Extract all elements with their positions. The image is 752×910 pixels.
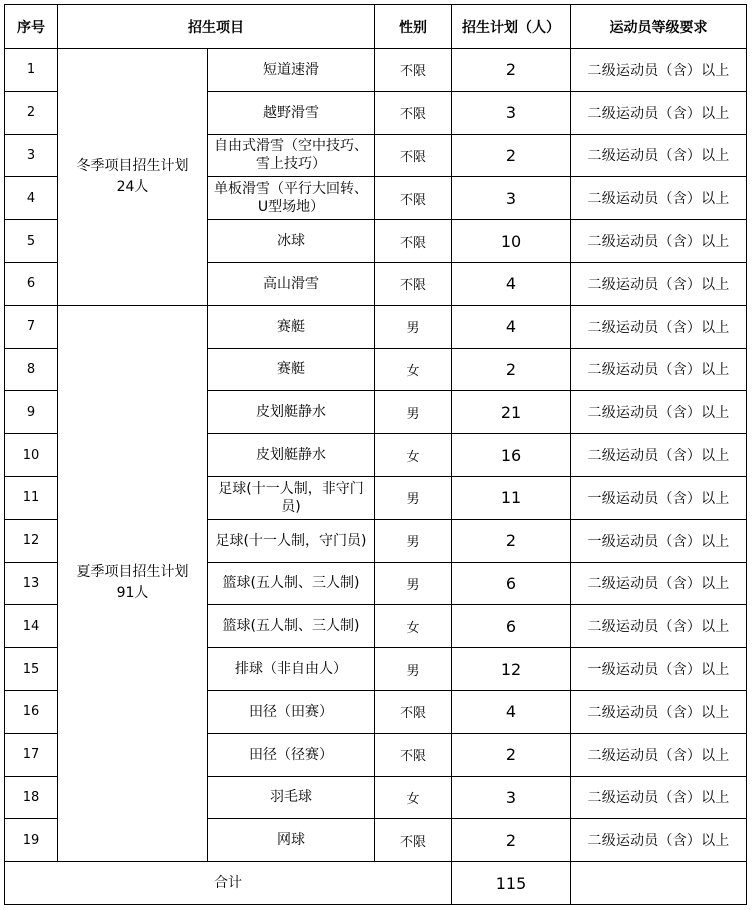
row-level: 二级运动员（含）以上 [571, 776, 747, 819]
row-project: 田径（田赛） [208, 690, 375, 733]
row-project: 单板滑雪（平行大回转、U型场地） [208, 177, 375, 220]
total-row [5, 862, 747, 905]
row-project: 皮划艇静水 [208, 391, 375, 434]
group-winter [58, 49, 208, 306]
row-gender: 不限 [375, 262, 452, 305]
row-gender: 女 [375, 605, 452, 648]
row-plan: 2 [452, 49, 571, 92]
row-project: 越野滑雪 [208, 91, 375, 134]
header-project: 招生项目 [58, 5, 375, 49]
row-level: 二级运动员（含）以上 [571, 434, 747, 477]
row-project: 排球（非自由人） [208, 648, 375, 691]
row-seq: 8 [5, 348, 58, 391]
row-project: 高山滑雪 [208, 262, 375, 305]
row-level: 二级运动员（含）以上 [571, 220, 747, 263]
row-project: 网球 [208, 819, 375, 862]
row-project: 自由式滑雪（空中技巧、雪上技巧） [208, 134, 375, 177]
row-plan: 2 [452, 134, 571, 177]
row-seq: 14 [5, 605, 58, 648]
row-gender: 女 [375, 776, 452, 819]
row-plan: 6 [452, 562, 571, 605]
row-level: 一级运动员（含）以上 [571, 476, 747, 519]
row-gender: 男 [375, 648, 452, 691]
row-plan: 3 [452, 177, 571, 220]
total-level-empty [571, 862, 747, 905]
header-row [5, 5, 747, 49]
row-gender: 男 [375, 519, 452, 562]
row-plan: 16 [452, 434, 571, 477]
row-seq: 9 [5, 391, 58, 434]
total-value: 115 [452, 862, 571, 905]
row-level: 二级运动员（含）以上 [571, 262, 747, 305]
row-plan: 6 [452, 605, 571, 648]
row-seq: 10 [5, 434, 58, 477]
row-plan: 10 [452, 220, 571, 263]
row-project: 田径（径赛） [208, 733, 375, 776]
row-seq: 5 [5, 220, 58, 263]
row-level: 二级运动员（含）以上 [571, 605, 747, 648]
row-gender: 不限 [375, 177, 452, 220]
row-seq: 19 [5, 819, 58, 862]
row-seq: 13 [5, 562, 58, 605]
row-seq: 16 [5, 690, 58, 733]
row-gender: 女 [375, 348, 452, 391]
row-project: 冰球 [208, 220, 375, 263]
row-project: 赛艇 [208, 348, 375, 391]
row-gender: 不限 [375, 733, 452, 776]
row-seq: 3 [5, 134, 58, 177]
group-count: 91人 [116, 585, 149, 602]
row-gender: 男 [375, 562, 452, 605]
row-gender: 不限 [375, 49, 452, 92]
row-plan: 3 [452, 776, 571, 819]
header-level: 运动员等级要求 [571, 5, 747, 49]
row-plan: 2 [452, 733, 571, 776]
row-plan: 4 [452, 305, 571, 348]
row-plan: 12 [452, 648, 571, 691]
row-plan: 2 [452, 819, 571, 862]
row-project: 羽毛球 [208, 776, 375, 819]
row-plan: 3 [452, 91, 571, 134]
row-plan: 11 [452, 476, 571, 519]
row-level: 一级运动员（含）以上 [571, 648, 747, 691]
header-seq: 序号 [5, 5, 58, 49]
row-seq: 15 [5, 648, 58, 691]
row-level: 二级运动员（含）以上 [571, 49, 747, 92]
total-label: 合计 [5, 862, 452, 905]
row-seq: 18 [5, 776, 58, 819]
row-project: 足球(十一人制，守门员) [208, 519, 375, 562]
row-level: 一级运动员（含）以上 [571, 519, 747, 562]
row-level: 二级运动员（含）以上 [571, 134, 747, 177]
row-plan: 4 [452, 262, 571, 305]
header-gender: 性别 [375, 5, 452, 49]
row-level: 二级运动员（含）以上 [571, 562, 747, 605]
enrollment-plan-table [4, 4, 747, 905]
row-level: 二级运动员（含）以上 [571, 91, 747, 134]
table-row [5, 305, 747, 348]
table-body [5, 49, 747, 862]
row-seq: 17 [5, 733, 58, 776]
row-gender: 不限 [375, 819, 452, 862]
row-plan: 2 [452, 348, 571, 391]
row-gender: 男 [375, 305, 452, 348]
row-seq: 2 [5, 91, 58, 134]
row-gender: 不限 [375, 220, 452, 263]
row-plan: 4 [452, 690, 571, 733]
row-seq: 1 [5, 49, 58, 92]
row-project: 足球(十一人制，非守门员) [208, 476, 375, 519]
row-plan: 2 [452, 519, 571, 562]
row-level: 二级运动员（含）以上 [571, 733, 747, 776]
row-plan: 21 [452, 391, 571, 434]
row-seq: 7 [5, 305, 58, 348]
table-row [5, 49, 747, 92]
group-title: 夏季项目招生计划 [76, 564, 189, 581]
group-title: 冬季项目招生计划 [76, 157, 189, 174]
row-gender: 男 [375, 476, 452, 519]
group-count: 24人 [116, 178, 149, 195]
row-seq: 12 [5, 519, 58, 562]
row-level: 二级运动员（含）以上 [571, 690, 747, 733]
row-gender: 男 [375, 391, 452, 434]
row-seq: 6 [5, 262, 58, 305]
row-gender: 不限 [375, 690, 452, 733]
row-level: 二级运动员（含）以上 [571, 348, 747, 391]
header-plan: 招生计划（人） [452, 5, 571, 49]
row-project: 赛艇 [208, 305, 375, 348]
row-project: 篮球(五人制、三人制) [208, 562, 375, 605]
row-project: 皮划艇静水 [208, 434, 375, 477]
row-gender: 不限 [375, 134, 452, 177]
row-level: 二级运动员（含）以上 [571, 177, 747, 220]
row-gender: 女 [375, 434, 452, 477]
row-project: 篮球(五人制、三人制) [208, 605, 375, 648]
row-gender: 不限 [375, 91, 452, 134]
row-level: 二级运动员（含）以上 [571, 305, 747, 348]
row-seq: 11 [5, 476, 58, 519]
row-level: 二级运动员（含）以上 [571, 391, 747, 434]
group-summer [58, 305, 208, 861]
row-seq: 4 [5, 177, 58, 220]
row-level: 二级运动员（含）以上 [571, 819, 747, 862]
row-project: 短道速滑 [208, 49, 375, 92]
